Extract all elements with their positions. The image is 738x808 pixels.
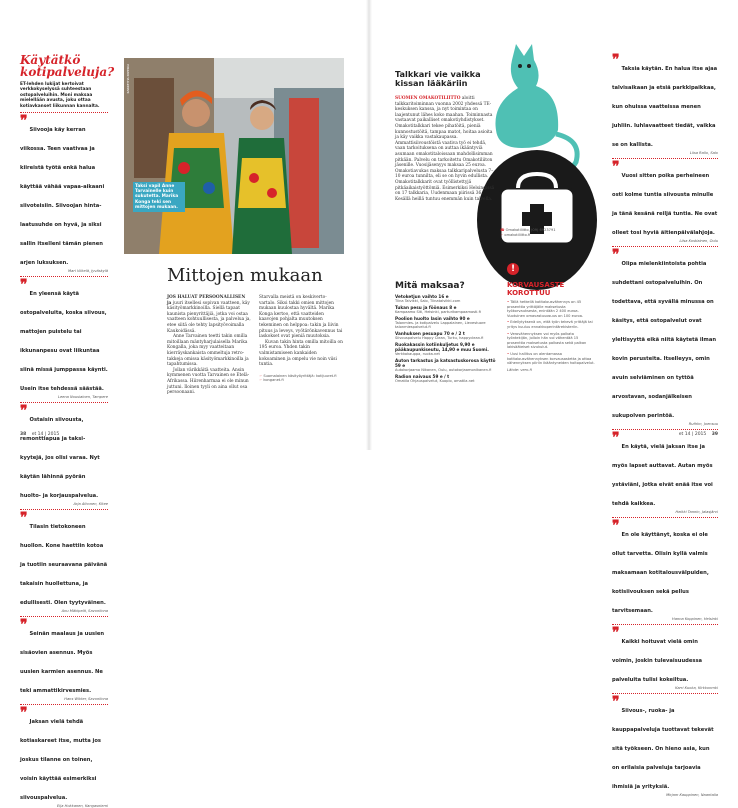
quote-author: Mirjam Kauppinen, Naantalia bbox=[666, 793, 718, 797]
tax-point: • Verovähennyksen voi myös palkata työntekijän, jolloin hän voi vähentää 15 prosenttia maksetusta palkasta sekä palkan lakisääteiset sivukulut. bbox=[507, 331, 587, 350]
price-item: Poolion huolto lasin vaihto 90 e Talonmies- ja kotipalvelu Lappalainen, Lievestuore talonmiespalvelut.fi bbox=[395, 315, 486, 330]
quote-icon: ❞ bbox=[20, 113, 28, 130]
right-footer bbox=[679, 432, 718, 437]
quote-author: Hanna Koppinen, Helsinki bbox=[672, 617, 718, 621]
quote-item bbox=[20, 113, 108, 274]
article-col-1 bbox=[167, 295, 251, 396]
photo-illustration bbox=[124, 58, 344, 254]
contact-item[interactable]: ☞ omakotiliitto.fi bbox=[500, 232, 531, 237]
quote-author: Ruthkn, Joensuu bbox=[688, 422, 718, 426]
quote-text: Siivous-, ruoka- ja kauppapalveluja tuottavat tekevät sitä työkseen. On hieno asia, kun on erilaisia palveluja tarjoavia ihmisiä ja yrityksiä. bbox=[612, 708, 714, 790]
quote-text: Siivooja käy kerran viikossa. Teen vaativaa ja kiireistä työtä enkä halua käyttää vähää vapaa-aikaani siivoteisiin. Siivoojan hinta-laatusuhde on hyvä, ja siksi sallin itselleni tämän pienen arjen luksuksen. bbox=[20, 127, 105, 267]
article-paragraph: JOS HALUAT PERSOONALLISEN ja juuri itsellesi sopivan vaatteen, käy käsityömarkkinoilla. Siellä tapaat kaunista pienyrittäjiä, jotka voi ostaa vaatteen kohtuullisesta, ja palvelua ja, etee siitä ole tehty lapsityövoimalla Kaukoidässä. bbox=[167, 295, 251, 334]
quote-author: Karri Kuoka, Kirkkonmki bbox=[675, 686, 718, 690]
page-number: 38 bbox=[20, 432, 27, 437]
pointer-icon: ☞ bbox=[259, 378, 264, 383]
quote-item bbox=[612, 159, 718, 243]
talkkari-body: SUOMEN OMAKOTILIITTO aloitti talkkaritoiminnan vuonna 2002 yhdessä TE-keskuksen kanssa, ja nyt toimintaa on laajentunut lähes koko maahan. Toiminnasta vastaavat paikalliset omakotiyhdistykset. Omakotitalkkari tekee pihatöitä, pieniä kunnostustöitä, tampaa matot, hoitaa asioita ja käy vaikka vastakaupassa. Ammattisiivoustöistä vaativa työ ei tehdä, vaan tarkoituksena on auttaa ikääntyviä asumaan omakotitaloissaan mahdollisimman pitkään. Palvelu on tarkoitettu Omakotiliiton jäsenille. Vuosijäsenyys maksaa 25 euroa. Omakotiavukas maksaa talkkaripalvelusta 7–10 euroa tunnilta, eli se on hyvin edullista. Omakotitalkkarit ovat työllistettyjä pitkäaikaistyöttömiä. Esimerkiksi Helsingissä on 17 talkkaria, Uudenmaan piirissä 36. Kesällä heillä tuntuu enemmän kuin talvella. bbox=[395, 96, 495, 202]
quote-author: Liisa Kostiainen, Oulu bbox=[679, 239, 718, 243]
article-paragraph: Kuvan takin hinta omilla mitoilla on 195 euroa. Yhden takin valmistamiseen kankaiden kokoaminen ja ompelu vie noin viisi tuntia. bbox=[259, 339, 343, 368]
price-item: Radion naivaus 59 e / t Omatila Ohjauspalvelut, Kuopio, omatila.net bbox=[395, 373, 475, 383]
quote-item bbox=[20, 705, 108, 808]
quote-item bbox=[20, 277, 108, 400]
quote-item bbox=[20, 510, 108, 614]
quote-icon: ❞ bbox=[612, 52, 620, 68]
right-quote-column bbox=[612, 52, 718, 797]
talkkari-lead: SUOMEN OMAKOTILIITTO bbox=[395, 96, 461, 101]
quote-item bbox=[612, 52, 718, 155]
price-item: Ruokakassin kotiinkuljetus 9,90 e pääkaupunkiseutu, 14,90 e muu Suomi. Verkkokauppa, ruoka.net bbox=[395, 341, 489, 357]
article-paragraph: Jollan värikkäitä vaatteita. Ansin kymmenen vuotta Tarvainen se Etelä-Afrikassa. Hiirenharmaa ei ole minun juttuni. Iloinen tyyli on aina ollut osa persoonaani. bbox=[167, 367, 250, 396]
phone-icon: ☎ bbox=[500, 228, 506, 232]
quote-text: En ole käyttänyt, koska ei ole ollut tarvetta. Olisin kyllä valmis maksamaan kotitalousvälpuiden, kotisiivouksen sekä pellus tarvitsemaan. bbox=[612, 532, 709, 614]
quote-author: Leena Nousiainen, Tampere bbox=[57, 395, 108, 400]
quote-text: Taksia käytän. En halua itse ajaa talvisaikaan ja etsiä parkkipaikkaa, kun ohuissa vaatteissa menen juhliin. Iuhlavaatteet tiedät, vaikka se on kallista. bbox=[612, 66, 718, 148]
tax-point: • Tällä hetkellä kotitalousvähennys on 45 prosenttia yrittäjälle maksetusta työkorvauksesta, enintään 2 400 euroa. Vuotuinen omavastuuosuus on 100 euroa. bbox=[507, 300, 584, 318]
quote-text: Tilasin tietokoneen huollon. Kone haettiin kotoa ja tuotiin seuraavana päivänä takaisin huollettuna, ja edullisesti. Olen tyytyväinen. bbox=[20, 524, 108, 607]
quote-author: Eija Hokkanen, Kangasniemi bbox=[57, 804, 108, 808]
quote-author: Heikki Tannin, Jalasjärvi bbox=[675, 510, 718, 514]
quote-text: Jaksan vielä tehdä kotiaskareet itse, mutta jos joskus tilanne on toinen, voisin käyttää esimerkiksi siivouspalvelua. bbox=[20, 719, 101, 802]
divider bbox=[612, 624, 718, 625]
tax-title: KORVAUSASTE KOROTTUU bbox=[507, 281, 565, 297]
talkkari-title: Talkkari vie vaikka kissan lääkäriin bbox=[395, 70, 490, 89]
price-item: Auton tarkastus ja katsastuskorosa käyttö 59 e Autokorjaamo Nikanen, Oulu, autokorjaamonikanen.fi bbox=[395, 357, 496, 373]
pointer-icon: ☞ bbox=[500, 232, 505, 237]
divider bbox=[612, 429, 718, 430]
link-list bbox=[259, 374, 343, 383]
tax-source: Lähde: vero.fi bbox=[507, 367, 532, 372]
price-item: Vanhuksen pesuapu 70 e / 2 t Siivouspalvelu Happy Clean, Turku, happyclean.fi bbox=[395, 330, 484, 341]
divider bbox=[20, 276, 108, 277]
tax-point: • Uusi hallitus on alentamassa kotitalousvähennyksen korvausastetta ja ottaa vähennyksen piiriin ikääntyneiden hoitopalvelut. bbox=[507, 351, 595, 366]
quote-author: Liisa Rallo, Salo bbox=[689, 151, 718, 155]
issue-label: et 14 | 2015 bbox=[678, 432, 707, 437]
divider bbox=[20, 509, 108, 510]
link-item[interactable]: ☞ konganet.fi bbox=[259, 378, 284, 383]
article-paragraph: Anne Tarvainen teetti takin omilla mitoillaan mäntyharjulaisella Marika Kongalla, joka myy vaatteitaan kierräyskankaista ommeltuja retro-takkeja omissa käsityömarkkinoilla ja tapahtumissa. bbox=[167, 334, 249, 368]
quote-icon: ❞ bbox=[612, 159, 620, 175]
talkkari-contacts bbox=[500, 228, 580, 237]
divider bbox=[612, 517, 718, 518]
tax-point: • Edellytyksenä on, että työn tekevä yrittäjä tai yritys kuuluu ennakkoperintärekisteriin. bbox=[507, 320, 593, 329]
alert-icon: ! bbox=[507, 263, 519, 275]
quote-icon: ❞ bbox=[20, 617, 28, 634]
quote-text: Kaikki hoituvat vielä omin voimin, joskin tulevaisuudessa palveluita tulisi kokeiltua. bbox=[612, 639, 703, 683]
divider bbox=[20, 112, 108, 113]
quote-icon: ❞ bbox=[612, 430, 620, 446]
quote-icon: ❞ bbox=[20, 277, 28, 294]
talkkari-box bbox=[395, 70, 490, 89]
quote-item bbox=[612, 430, 718, 514]
left-page-title: Käytätkö kotipalveluja? bbox=[20, 53, 115, 79]
link-item[interactable]: ☞ Suomalainen käsityöyrittäjä: kotijuuret.fi bbox=[259, 373, 337, 378]
divider bbox=[20, 402, 108, 403]
price-item: Tukan pesu ja föönaus 8 e Kampaamo Siti, Helsinki, parturikampaamosti.fi bbox=[395, 304, 481, 314]
quote-item bbox=[612, 247, 718, 426]
quote-author: Hans Wikter, Savonlinna bbox=[64, 697, 108, 702]
quote-icon: ❞ bbox=[612, 518, 620, 534]
quote-author: Anu Mäkipelä, Savonlinna bbox=[61, 609, 108, 614]
quote-icon: ❞ bbox=[20, 403, 28, 420]
issue-label: et 14 | 2015 bbox=[31, 432, 60, 437]
left-footer bbox=[20, 432, 59, 437]
divider bbox=[20, 616, 108, 617]
market-photo bbox=[124, 58, 344, 254]
divider bbox=[20, 704, 108, 705]
photo-side-credit: KARKEYHA PAPERIA bbox=[126, 64, 130, 94]
quote-item bbox=[612, 518, 718, 621]
divider bbox=[612, 246, 718, 247]
quote-item bbox=[612, 625, 718, 690]
quote-text: En yleensä käytä ostopalveluita, koska siivous, mattojen puistelu tai ikkunanpesu ovat liikuntaa siinä missä jumppassa käynti. Usein itse tehdessä säästää. bbox=[20, 291, 108, 393]
pointer-icon: ☞ bbox=[259, 373, 264, 378]
article-col-2 bbox=[259, 295, 343, 383]
spread-gutter bbox=[366, 0, 372, 450]
quote-icon: ❞ bbox=[612, 694, 620, 710]
quote-author: Mari Viikelä, Jyväskylä bbox=[68, 269, 108, 274]
divider bbox=[612, 158, 718, 159]
article-paragraph: Starvalla meistä on keskiverto-vartalo. Siksi takki omien mittojen mukaan kuulostaa hyvältä. Marika Konga kertoo, että vaatteiden kaavojen pohjalta muutoksen tekeminen on helppoa: takin ja liivin pituus ja leveys, vyötärönkavennus tai laskokset ovat pieniä muutoksia. bbox=[259, 295, 343, 340]
divider bbox=[612, 693, 718, 694]
left-intro: ET-lehden lukijat kertoivat verkkokyselyssä suhteestaan ostopalveluihin. Moni maksaa mielellään avusta, joku ottaa kotiavkanset liikunnan kannalta. bbox=[20, 82, 100, 109]
article-title: Mittojen mukaan bbox=[167, 265, 323, 286]
quote-item bbox=[20, 403, 108, 507]
quote-text: En käytä, vielä jaksan itse ja myös lapset auttavat. Autan myös ystäviäni, jotka eivät enää itse voi tehdä kaikkea. bbox=[612, 444, 713, 507]
photo-caption: Taksi vapil Anne Tarvainelle kuin sukutetta. Marika Konga teki sen mittojen mukaan. bbox=[133, 182, 185, 212]
quote-text: Vuosi sitten poika perheineen osti kolme tuntia siivousta minulle ja tänä kesänä reiljä tuntia. Ne ovat olleet tosi hyviä äitienpäivälahjoja. bbox=[612, 173, 718, 236]
medical-bag-icon bbox=[477, 148, 597, 290]
quote-item bbox=[612, 694, 718, 797]
contact-item: ☎ Omakotiliitto, (09) 6923791 bbox=[500, 228, 556, 232]
article-lead: JOS HALUAT PERSOONALLISEN ja bbox=[167, 295, 246, 306]
quote-text: Olipa mielenkiintoista pohtia suhdettani ostopalveluihin. On todettava, että syvällä minussa on käsitys, että ostopalvelut ovat yleltisyyttä eikä niitä käytetä ilman kovin perusteita. Itselleyys, omin avuin selviäminen on tyttöä arvostavan, sodanjälkeisen sukupolven perintöä. bbox=[612, 261, 717, 419]
quote-icon: ❞ bbox=[612, 247, 620, 263]
quote-author: Arja Aihonen, Kitee bbox=[73, 502, 108, 507]
prices-title: Mitä maksaa? bbox=[395, 281, 465, 291]
prices-section bbox=[395, 281, 499, 385]
price-item: Vetoketjun vaihto 16 e Tiina Talvikki, Salo, Tiinatalvikki.com bbox=[395, 294, 461, 304]
quote-text: Seinän maalaus ja uusien sisäovien asennus. Myös uusien karmien asennus. Ne teki ammattikirvesmies. bbox=[20, 631, 105, 695]
tax-section bbox=[507, 281, 595, 372]
quote-icon: ❞ bbox=[612, 625, 620, 641]
quote-text: Ostaisin siivousta, remonttiapua ja taksi-kyytejä, jos olisi varaa. Nyt käytän lähinnä pyörän huolto- ja korjauspalvelua. bbox=[20, 417, 100, 500]
quote-icon: ❞ bbox=[20, 705, 28, 722]
page-number: 39 bbox=[711, 432, 718, 437]
quote-item bbox=[20, 617, 108, 702]
quote-icon: ❞ bbox=[20, 510, 28, 527]
